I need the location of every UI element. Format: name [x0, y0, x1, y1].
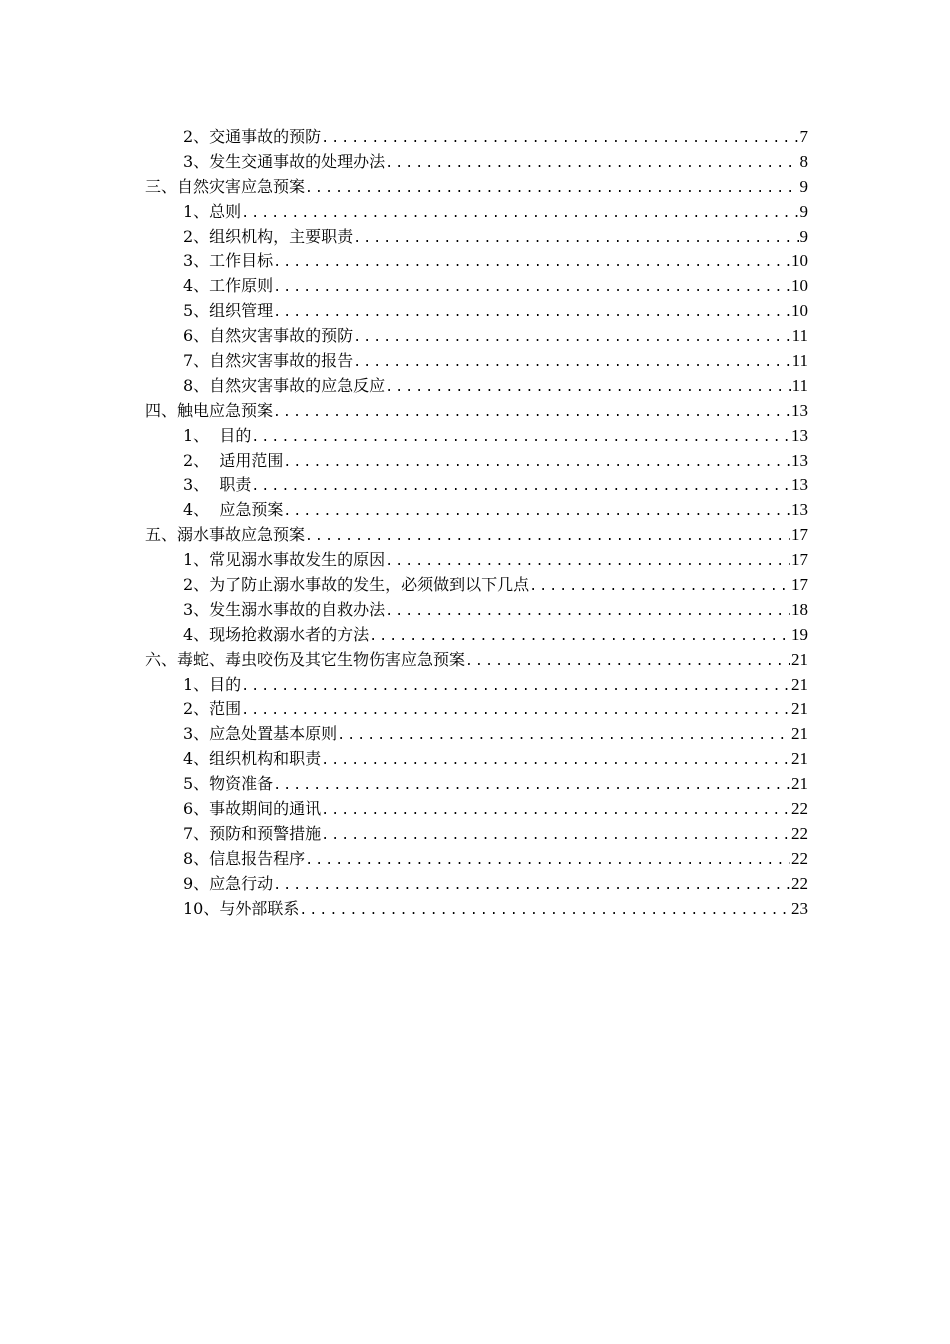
toc-subsection-entry[interactable] — [145, 449, 808, 474]
toc-dot-leader — [321, 749, 790, 772]
toc-dot-leader — [273, 774, 790, 797]
toc-entry-title: 8、自然灾害事故的应急反应 — [183, 375, 386, 395]
toc-entry-title: 6、事故期间的通讯 — [183, 799, 322, 819]
toc-dot-leader — [273, 874, 790, 897]
toc-page-number: 13 — [791, 500, 808, 520]
toc-page-number: 17 — [791, 550, 808, 570]
toc-dot-leader — [273, 401, 790, 424]
toc-page-number: 11 — [791, 375, 808, 395]
toc-subsection-entry[interactable] — [145, 249, 808, 274]
toc-subsection-entry[interactable] — [145, 722, 808, 747]
toc-entry-title: 3、发生交通事故的处理办法 — [183, 151, 386, 171]
toc-subsection-entry[interactable] — [145, 324, 808, 349]
toc-dot-leader — [385, 152, 798, 175]
toc-entry-title: 5、组织管理 — [183, 301, 274, 321]
toc-page-number: 10 — [791, 251, 808, 271]
toc-dot-leader — [305, 525, 790, 548]
toc-page-number: 8 — [799, 151, 808, 171]
toc-subsection-entry[interactable] — [145, 897, 808, 922]
toc-page-number: 11 — [791, 326, 808, 346]
toc-subsection-entry[interactable] — [145, 473, 808, 498]
toc-dot-leader — [529, 575, 790, 598]
toc-dot-leader — [241, 675, 790, 698]
toc-page-number: 11 — [791, 351, 808, 371]
toc-subsection-entry[interactable] — [145, 822, 808, 847]
toc-page-number: 21 — [791, 649, 808, 669]
toc-subsection-entry[interactable] — [145, 274, 808, 299]
toc-entry-title: 2、为了防止溺水事故的发生，必须做到以下几点 — [183, 575, 530, 595]
toc-entry-title: 4、 应急预案 — [183, 500, 284, 520]
toc-entry-title: 4、现场抢救溺水者的方法 — [183, 624, 370, 644]
toc-entry-title: 9、应急行动 — [183, 873, 274, 893]
toc-subsection-entry[interactable] — [145, 125, 808, 150]
toc-page-number: 10 — [791, 301, 808, 321]
toc-dot-leader — [305, 177, 798, 200]
toc-page-number: 7 — [799, 127, 808, 146]
toc-dot-leader — [273, 276, 790, 299]
toc-dot-leader — [369, 625, 790, 648]
toc-subsection-entry[interactable] — [145, 772, 808, 797]
toc-entry-title: 2、组织机构，主要职责 — [183, 226, 354, 246]
toc-entry-title: 7、自然灾害事故的报告 — [183, 351, 354, 371]
toc-page-number: 22 — [791, 873, 808, 893]
toc-page-number: 13 — [791, 450, 808, 470]
toc-dot-leader — [353, 351, 790, 374]
toc-page-number: 21 — [791, 749, 808, 769]
toc-dot-leader — [251, 426, 790, 449]
toc-subsection-entry[interactable] — [145, 697, 808, 722]
toc-page-number: 13 — [791, 400, 808, 420]
toc-dot-leader — [305, 849, 790, 872]
toc-section-entry[interactable] — [145, 399, 808, 424]
toc-entry-title: 3、 职责 — [183, 475, 252, 495]
toc-subsection-entry[interactable] — [145, 349, 808, 374]
toc-entry-title: 六、毒蛇、毒虫咬伤及其它生物伤害应急预案 — [145, 649, 466, 669]
toc-entry-title: 1、常见溺水事故发生的原因 — [183, 550, 386, 570]
toc-page-number: 23 — [791, 898, 808, 918]
toc-page-number: 19 — [791, 624, 808, 644]
toc-subsection-entry[interactable] — [145, 548, 808, 573]
toc-dot-leader — [283, 451, 790, 474]
toc-dot-leader — [385, 550, 790, 573]
toc-entry-title: 6、自然灾害事故的预防 — [183, 326, 354, 346]
toc-entry-title: 3、发生溺水事故的自救办法 — [183, 599, 386, 619]
toc-entry-title: 4、工作原则 — [183, 276, 274, 296]
toc-dot-leader — [321, 799, 790, 822]
toc-page-number: 22 — [791, 823, 808, 843]
toc-dot-leader — [321, 824, 790, 847]
toc-section-entry[interactable] — [145, 175, 808, 200]
toc-entry-title: 2、范围 — [183, 699, 242, 719]
toc-page-number: 21 — [791, 674, 808, 694]
table-of-contents — [145, 125, 808, 922]
toc-subsection-entry[interactable] — [145, 498, 808, 523]
toc-entry-title: 10、与外部联系 — [183, 898, 300, 918]
toc-dot-leader — [241, 699, 790, 722]
toc-entry-title: 五、溺水事故应急预案 — [145, 525, 306, 545]
toc-dot-leader — [273, 301, 790, 324]
toc-page-number: 22 — [791, 799, 808, 819]
toc-page-number: 10 — [791, 276, 808, 296]
toc-entry-title: 3、工作目标 — [183, 251, 274, 271]
toc-entry-title: 5、物资准备 — [183, 774, 274, 794]
toc-page-number: 9 — [799, 201, 808, 221]
toc-page-number: 13 — [791, 425, 808, 445]
toc-entry-title: 四、触电应急预案 — [145, 400, 274, 420]
toc-entry-title: 3、应急处置基本原则 — [183, 724, 338, 744]
toc-page-number: 13 — [791, 475, 808, 495]
toc-subsection-entry[interactable] — [145, 374, 808, 399]
toc-dot-leader — [385, 600, 790, 623]
toc-dot-leader — [283, 500, 790, 523]
toc-entry-title: 7、预防和预警措施 — [183, 823, 322, 843]
toc-dot-leader — [251, 475, 790, 498]
toc-page-number: 18 — [791, 599, 808, 619]
toc-page-number: 21 — [791, 724, 808, 744]
toc-subsection-entry[interactable] — [145, 424, 808, 449]
toc-dot-leader — [337, 724, 790, 747]
toc-subsection-entry[interactable] — [145, 200, 808, 225]
toc-entry-title: 1、目的 — [183, 674, 242, 694]
toc-dot-leader — [321, 127, 798, 150]
toc-section-entry[interactable] — [145, 523, 808, 548]
toc-page-number: 9 — [799, 176, 808, 196]
toc-page-number: 21 — [791, 699, 808, 719]
toc-subsection-entry[interactable] — [145, 872, 808, 897]
toc-dot-leader — [353, 227, 798, 250]
toc-subsection-entry[interactable] — [145, 150, 808, 175]
toc-page-number: 17 — [791, 575, 808, 595]
toc-subsection-entry[interactable] — [145, 598, 808, 623]
toc-page-number: 21 — [791, 774, 808, 794]
toc-dot-leader — [299, 899, 790, 922]
toc-page-number: 17 — [791, 525, 808, 545]
toc-subsection-entry[interactable] — [145, 673, 808, 698]
toc-dot-leader — [273, 251, 790, 274]
toc-entry-title: 2、交通事故的预防 — [183, 127, 322, 146]
toc-subsection-entry[interactable] — [145, 573, 808, 598]
toc-subsection-entry[interactable] — [145, 299, 808, 324]
toc-dot-leader — [385, 376, 790, 399]
toc-subsection-entry[interactable] — [145, 747, 808, 772]
toc-subsection-entry[interactable] — [145, 225, 808, 250]
toc-entry-title: 4、组织机构和职责 — [183, 749, 322, 769]
toc-subsection-entry[interactable] — [145, 623, 808, 648]
toc-subsection-entry[interactable] — [145, 847, 808, 872]
toc-page-number: 22 — [791, 848, 808, 868]
toc-section-entry[interactable] — [145, 648, 808, 673]
toc-subsection-entry[interactable] — [145, 797, 808, 822]
toc-entry-title: 2、 适用范围 — [183, 450, 284, 470]
toc-dot-leader — [241, 202, 798, 225]
toc-entry-title: 8、信息报告程序 — [183, 848, 306, 868]
toc-dot-leader — [465, 650, 790, 673]
toc-page-number: 9 — [799, 226, 808, 246]
toc-entry-title: 1、总则 — [183, 201, 242, 221]
toc-entry-title: 三、自然灾害应急预案 — [145, 176, 306, 196]
toc-dot-leader — [353, 326, 790, 349]
toc-entry-title: 1、 目的 — [183, 425, 252, 445]
